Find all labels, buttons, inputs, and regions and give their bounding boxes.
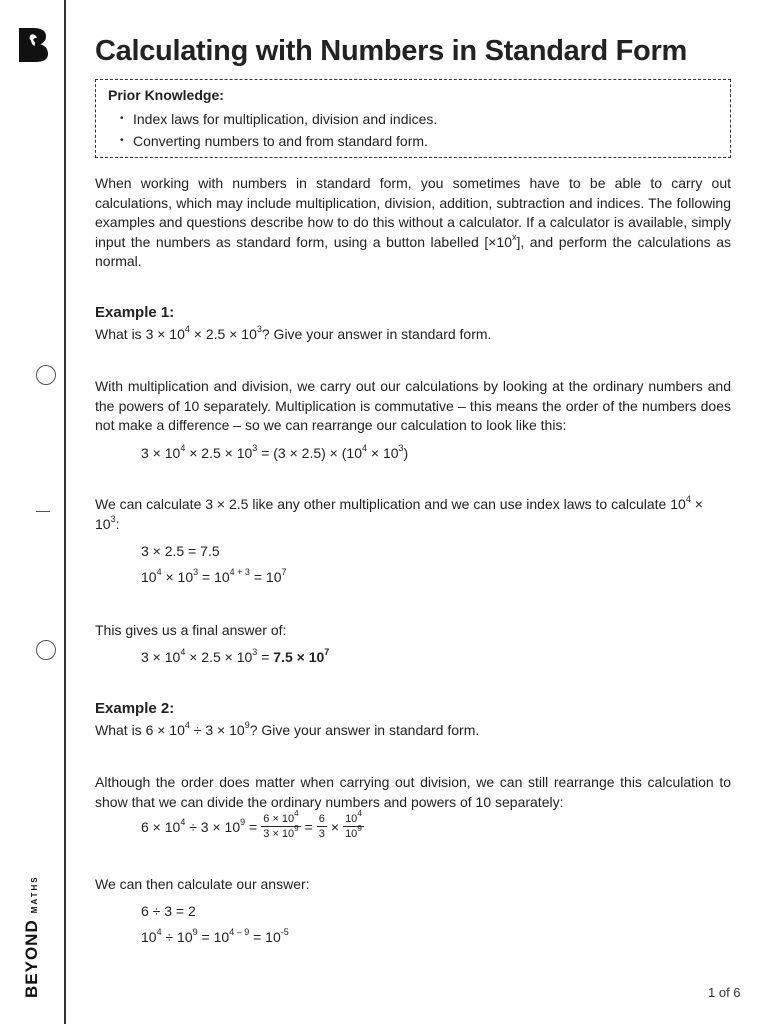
brand-subtitle: MATHS xyxy=(30,875,39,914)
example2-question: What is $6 \times 10^4 \div 3 \times 10^9$? Give your answer in standard form. xyxy=(95,720,480,738)
example1-question: What is $3 \times 10^4 \times 2.5 \times 10^3$? Give your answer in standard form. xyxy=(95,324,492,342)
example1-heading: Example 1: xyxy=(95,304,175,321)
example2-equation: $6 \times 10^4 \div 3 \times 10^9$ = $\frac{6 \times 10^4}{3 \times 10^9}$ = $\frac{6}{3}$ × $\frac{10^4}{10^9}$ xyxy=(141,809,362,840)
example2-explanation: Although the order does matter when carrying out division, we can still rearrange this calculation to show that we can divide the ordinary numbers and powers of 10 separately: xyxy=(95,774,731,810)
page-title: Calculating with Numbers in Standard Form xyxy=(95,35,687,67)
example2-step2: $10^4 \div 10^9 = 10^{4 - 9} = 10^{-5}$ xyxy=(141,927,289,945)
example2-step1: 6 ÷ 3 = 2 xyxy=(141,903,196,919)
fold-mark xyxy=(36,511,50,512)
example2-heading: Example 2: xyxy=(95,700,175,717)
brand-wordmark xyxy=(22,875,42,998)
margin-line xyxy=(64,0,66,1024)
example1-explanation: With multiplication and division, we carry out our calculations by looking at the ordinary numbers and the powers of 10 separately. Multiplication is commutative – this means the order of the numbers does not make a difference – so we can rearrange our calculation to look like this: xyxy=(95,378,731,433)
prior-knowledge-box xyxy=(95,79,731,158)
example1-calc-intro: We can calculate 3 × 2.5 like any other multiplication and we can use index laws to calculate $10^4 \times 10^3$: xyxy=(95,494,703,532)
list-item: • Converting numbers to and from standard form. xyxy=(108,130,718,152)
example1-step2: $10^4 \times 10^3 = 10^{4 + 3} = 10^7$ xyxy=(141,567,287,585)
example1-final-answer: $3 \times 10^4 \times 2.5 \times 10^3 = 7.5 \times 10^7$ xyxy=(141,647,330,665)
answer-bold: $7.5 \times 10^7$ xyxy=(273,647,330,665)
brand-name: BEYOND xyxy=(22,919,41,998)
prior-knowledge-heading: Prior Knowledge: xyxy=(108,87,224,103)
intro-paragraph: When working with numbers in standard form, you sometimes have to be able to carry out calculations, which may include multiplication, division, addition, subtraction and indices. The following examples and questions describe how to do this without a calculator. If a calculator is available, simply input the numbers as standard form, using a button labelled $[\times 10^x]$, and perform the calculations as normal. xyxy=(95,175,731,269)
page-number: 1 of 6 xyxy=(708,985,741,1000)
example1-step1: 3 × 2.5 = 7.5 xyxy=(141,543,220,559)
prior-knowledge-list xyxy=(108,108,718,152)
fraction: $\frac{10^4}{10^9}$ xyxy=(345,809,362,840)
fraction: $\frac{6 \times 10^4}{3 \times 10^9}$ xyxy=(263,809,299,840)
example2-answer-intro: We can then calculate our answer: xyxy=(95,876,310,892)
list-item: • Index laws for multiplication, division and indices. xyxy=(108,108,718,130)
beyond-logo-icon xyxy=(16,26,50,64)
example1-rearranged: $3 \times 10^4 \times 2.5 \times 10^3 = (3 \times 2.5) \times (10^4 \times 10^3)$ xyxy=(141,443,409,461)
example1-final-intro: This gives us a final answer of: xyxy=(95,622,287,638)
fraction: $\frac{6}{3}$ xyxy=(318,813,325,840)
punch-hole xyxy=(36,365,56,385)
punch-hole xyxy=(36,640,56,660)
